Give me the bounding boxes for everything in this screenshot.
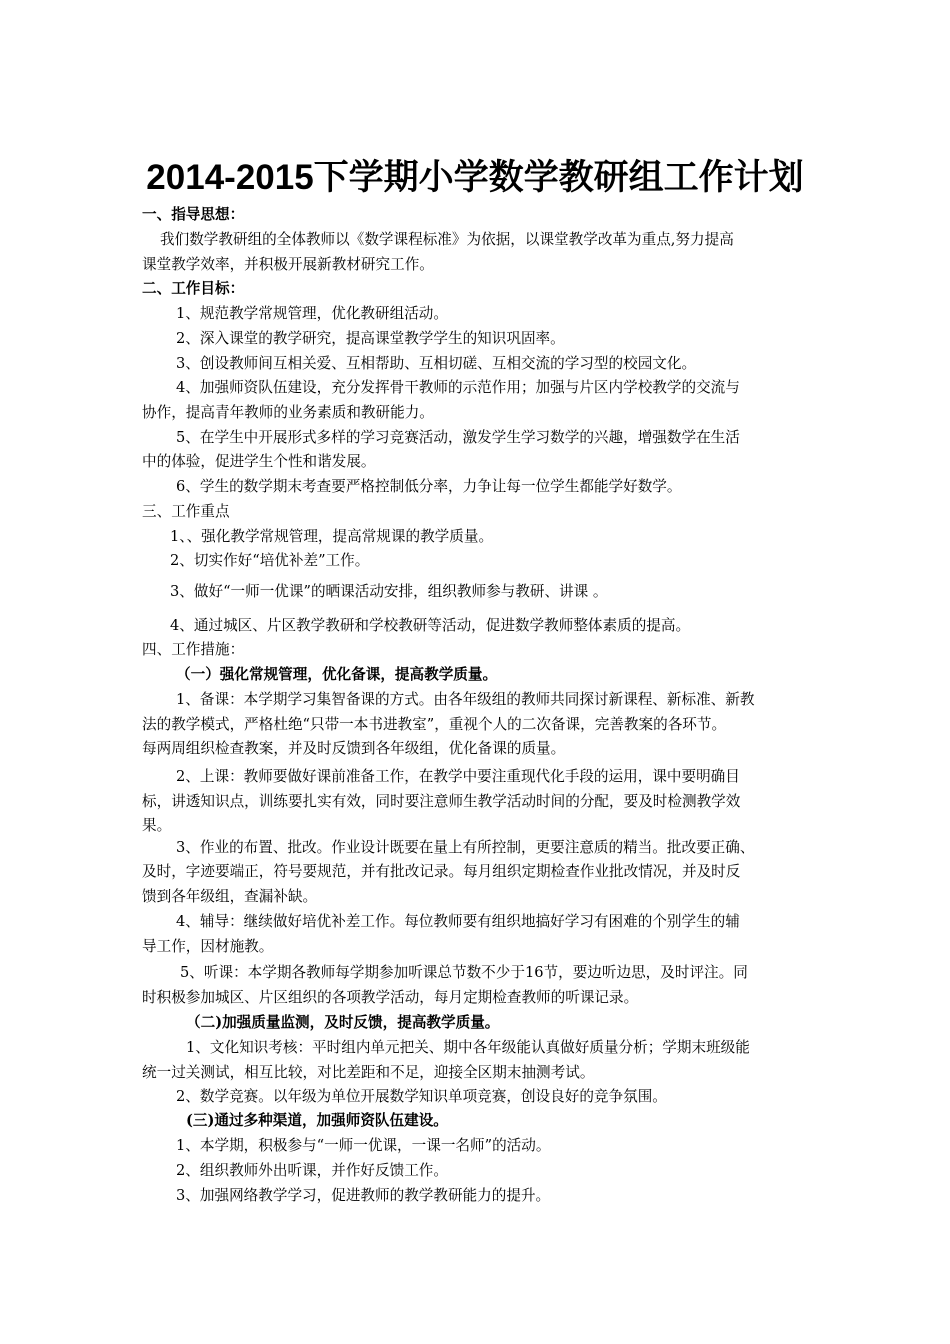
list-item: 中的体验，促进学生个性和谐发展。 bbox=[142, 453, 376, 470]
list-item: 2、深入课堂的教学研究，提高课堂教学学生的知识巩固率。 bbox=[176, 330, 565, 347]
list-item: 3、加强网络教学学习，促进教师的教学教研能力的提升。 bbox=[176, 1187, 551, 1204]
section-heading-2: 二、工作目标： bbox=[142, 280, 245, 297]
section-heading-3: 三、工作重点 bbox=[142, 503, 230, 520]
paragraph-line: 1、备课：本学期学习集智备课的方式。由各年级组的教师共同探讨新课程、新标准、新教 bbox=[176, 691, 755, 708]
paragraph-line: 导工作，因材施教。 bbox=[142, 938, 274, 955]
paragraph-line: 1、文化知识考核：平时组内单元把关、期中各年级能认真做好质量分析；学期末班级能 bbox=[186, 1039, 750, 1056]
list-item: 1、本学期，积极参与“一师一优课，一课一名师”的活动。 bbox=[176, 1137, 551, 1154]
paragraph-line: 课堂教学效率，并积极开展新教材研究工作。 bbox=[142, 256, 434, 273]
paragraph-line: 5、听课：本学期各教师每学期参加听课总节数不少于16节，要边听边思，及时评注。同 bbox=[180, 964, 748, 981]
list-item: 3、创设教师间互相关爱、互相帮助、互相切磋、互相交流的学习型的校园文化。 bbox=[176, 355, 697, 372]
page-title: 2014-2015下学期小学数学教研组工作计划 bbox=[146, 158, 804, 197]
list-item: 3、做好“一师一优课”的晒课活动安排，组织教师参与教研、讲课 。 bbox=[170, 583, 608, 600]
paragraph-line: 4、辅导：继续做好培优补差工作。每位教师要有组织地搞好学习有困难的个别学生的辅 bbox=[176, 913, 740, 930]
paragraph-line: 法的教学模式，严格杜绝“只带一本书进教室”，重视个人的二次备课，完善教案的各环节。 bbox=[142, 716, 727, 733]
list-item: 4、加强师资队伍建设，充分发挥骨干教师的示范作用；加强与片区内学校教学的交流与 bbox=[176, 379, 740, 396]
section-heading-1: 一、指导思想： bbox=[142, 206, 245, 223]
paragraph-line: 果。 bbox=[142, 817, 172, 834]
list-item: 6、学生的数学期末考查要严格控制低分率，力争让每一位学生都能学好数学。 bbox=[176, 478, 682, 495]
paragraph-line: 馈到各年级组，查漏补缺。 bbox=[142, 888, 318, 905]
subsection-heading: (三)通过多种渠道，加强师资队伍建设。 bbox=[186, 1112, 448, 1129]
subsection-heading: （二)加强质量监测，及时反馈，提高教学质量。 bbox=[186, 1014, 500, 1031]
list-item: 1、规范教学常规管理，优化教研组活动。 bbox=[176, 305, 448, 322]
list-item: 2、组织教师外出听课，并作好反馈工作。 bbox=[176, 1162, 448, 1179]
paragraph-line: 及时，字迹要端正，符号要规范，并有批改记录。每月组织定期检查作业批改情况，并及时反 bbox=[142, 863, 741, 880]
paragraph-line: 2、上课：教师要做好课前准备工作，在教学中要注重现代化手段的运用，课中要明确目 bbox=[176, 768, 740, 785]
subsection-heading: （一）强化常规管理，优化备课，提高教学质量。 bbox=[176, 666, 498, 683]
paragraph-line: 标，讲透知识点，训练要扎实有效，同时要注意师生教学活动时间的分配，要及时检测教学效 bbox=[142, 793, 741, 810]
list-item: 2、切实作好“培优补差”工作。 bbox=[170, 552, 370, 569]
section-heading-4: 四、工作措施： bbox=[142, 641, 245, 658]
paragraph-line: 每两周组织检查教案，并及时反馈到各年级组，优化备课的质量。 bbox=[142, 740, 566, 757]
paragraph-line: 统一过关测试，相互比较，对比差距和不足，迎接全区期末抽测考试。 bbox=[142, 1064, 595, 1081]
paragraph-line: 3、作业的布置、批改。作业设计既要在量上有所控制，更要注意质的精当。批改要正确、 bbox=[176, 839, 755, 856]
list-item: 4、通过城区、片区教学教研和学校教研等活动，促进数学教师整体素质的提高。 bbox=[170, 617, 691, 634]
list-item: 5、在学生中开展形式多样的学习竞赛活动，激发学生学习数学的兴趣，增强数学在生活 bbox=[176, 429, 740, 446]
list-item: 1、、强化教学常规管理，提高常规课的教学质量。 bbox=[170, 528, 494, 545]
paragraph-line: 2、数学竞赛。以年级为单位开展数学知识单项竞赛，创设良好的竞争氛围。 bbox=[176, 1088, 667, 1105]
paragraph-line: 我们数学教研组的全体教师以《数学课程标准》为依据，以课堂教学改革为重点,努力提高 bbox=[160, 231, 734, 248]
paragraph-line: 时积极参加城区、片区组织的各项教学活动，每月定期检查教师的听课记录。 bbox=[142, 989, 639, 1006]
list-item: 协作，提高青年教师的业务素质和教研能力。 bbox=[142, 404, 434, 421]
